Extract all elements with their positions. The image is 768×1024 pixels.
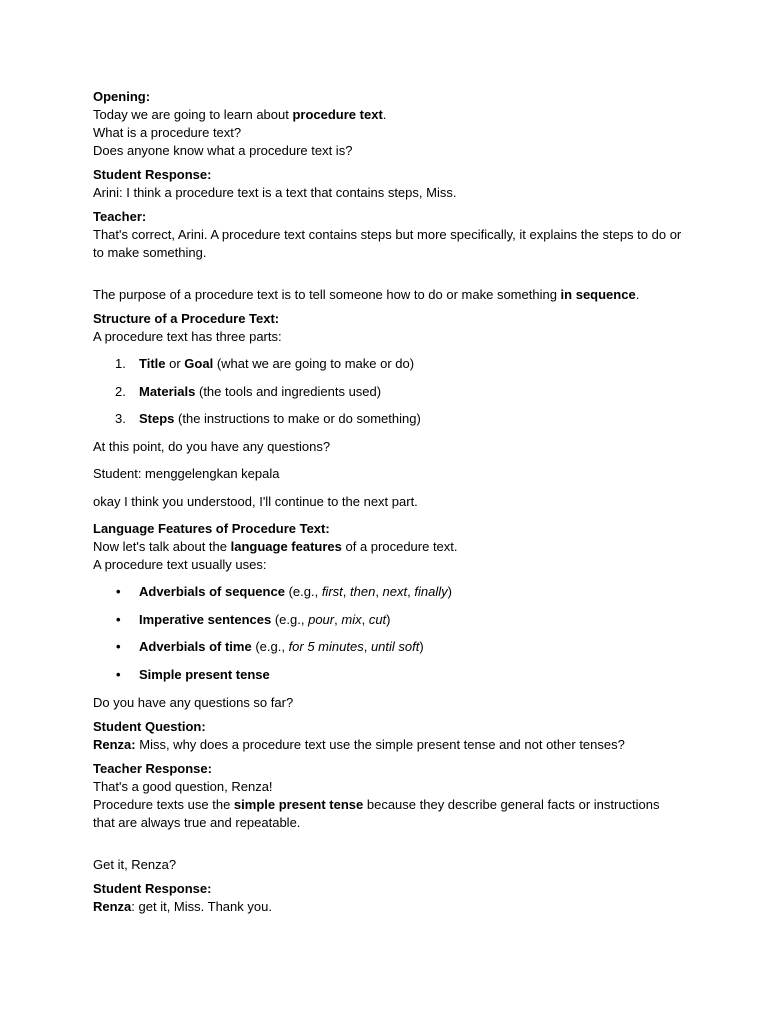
bold-text: Imperative sentences [139,611,272,627]
section-heading: Teacher Response: [93,760,212,776]
list-number: 3. [115,411,126,427]
example: then [350,584,376,600]
separator: , [361,611,369,627]
list-number: 1. [115,356,126,371]
questions-so-far-paragraph [93,694,683,712]
opening-section [93,88,683,160]
text: (e.g., [284,584,322,600]
section-heading: Language Features of Procedure Text: [93,521,330,537]
example: first [321,584,343,600]
example: until soft [370,639,420,655]
text: of a procedure text. [341,539,458,555]
text: Miss, why does a procedure text use the simple present tense and not other tenses? [135,736,625,752]
text: . [382,107,387,122]
example: finally [414,584,448,600]
bold-text: Adverbials of sequence [139,584,285,600]
example: for 5 minutes [288,639,364,655]
continue-paragraph [93,493,683,511]
section-heading: Student Response: [93,880,212,896]
separator: , [407,584,415,600]
get-it-paragraph [93,856,683,874]
bold-text: Adverbials of time [139,639,252,655]
speaker-name: Renza [93,898,132,914]
example: cut [368,611,387,627]
text: okay I think you understood, I'll continue to the next part. [93,493,418,509]
bold-text: Simple present tense [139,667,270,683]
list-item [93,611,683,629]
speaker-name: Renza: [93,736,136,752]
separator: , [342,584,350,600]
text: Today we are going to learn about [93,107,293,122]
text: Now let's talk about the [93,539,231,555]
list-item [93,410,683,428]
text: Does anyone know what a procedure text is? [93,143,353,158]
text: A procedure text usually uses: [93,557,267,573]
bold-text: Title [139,356,166,371]
section-heading: Teacher: [93,209,147,224]
text: Arini: I think a procedure text is a text that contains steps, Miss. [93,185,457,200]
bullet-icon: • [116,611,121,627]
section-heading: Structure of a Procedure Text: [93,311,280,326]
section-heading: Student Question: [93,718,206,734]
text: because they describe general facts or instructions that are always true and repeatable. [93,796,660,830]
text: ) [419,639,424,655]
example: pour [308,611,335,627]
student-response-final-section [93,880,683,916]
questions-paragraph [93,438,683,456]
text: ) [386,611,391,627]
teacher-section [93,208,683,262]
text: (what we are going to make or do) [213,356,415,371]
bullet-icon: • [116,667,121,683]
bold-text: Steps [139,411,175,427]
text: ) [447,584,452,600]
separator: , [334,611,342,627]
list-item [93,355,683,373]
teacher-response-section [93,760,683,832]
structure-section [93,310,683,346]
bold-text: in sequence [560,287,636,302]
separator: , [363,639,371,655]
document-page [93,88,683,922]
structure-list [93,355,683,428]
language-features-list [93,583,683,684]
bold-text: language features [230,539,342,555]
student-response-section [93,166,683,202]
student-question-section [93,718,683,754]
text: What is a procedure text? [93,125,242,140]
section-heading: Student Response: [93,167,212,182]
text: : get it, Miss. Thank you. [131,898,272,914]
list-number: 2. [115,383,126,399]
bold-text: Materials [139,383,196,399]
example: next [382,584,408,600]
text: . [635,287,640,302]
list-item [93,638,683,656]
text: or [165,356,185,371]
list-item [93,666,683,684]
text: Do you have any questions so far? [93,694,294,710]
bold-text: Goal [184,356,214,371]
text: That's a good question, Renza! [93,778,273,794]
text: Student: menggelengkan kepala [93,466,280,482]
text: (e.g., [251,639,289,655]
language-features-section [93,520,683,574]
text: Get it, Renza? [93,856,177,872]
list-item [93,583,683,601]
student-gesture-paragraph [93,465,683,483]
text: (the tools and ingredients used) [195,383,382,399]
text: That's correct, Arini. A procedure text contains steps but more specifically, it explains the steps to do or to make something. [93,227,682,260]
text: At this point, do you have any questions? [93,438,331,454]
text: (the instructions to make or do something) [174,411,421,427]
bullet-icon: • [116,639,121,655]
bold-text: simple present tense [233,796,364,812]
list-item [93,383,683,401]
bullet-icon: • [116,584,121,600]
separator: , [375,584,383,600]
text: The purpose of a procedure text is to tell someone how to do or make something [93,287,561,302]
bold-text: procedure text [292,107,383,122]
section-heading: Opening: [93,89,151,104]
text: (e.g., [271,611,309,627]
purpose-paragraph [93,286,683,304]
example: mix [341,611,362,627]
text: Procedure texts use the [93,796,234,812]
text: A procedure text has three parts: [93,329,282,344]
